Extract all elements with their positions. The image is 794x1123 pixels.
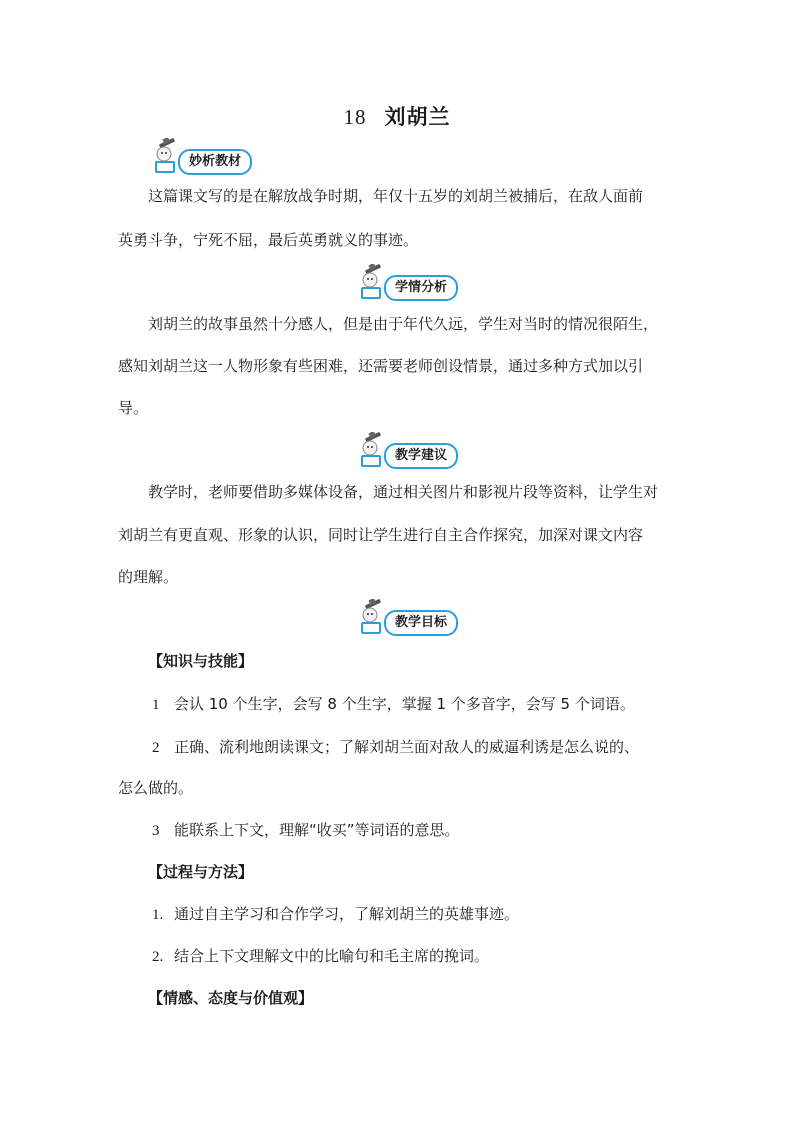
- goal-heading-attitude: 【情感、态度与价值观】: [148, 989, 314, 1007]
- item-number: 2: [152, 740, 160, 756]
- section-badge-suggestion: [356, 432, 476, 470]
- item-text: 会认 10 个生字，会写 8 个生字，掌握 1 个多音字，会写 5 个词语。: [174, 695, 635, 713]
- item-number: 1: [152, 697, 160, 713]
- goal-item-2: [118, 727, 678, 768]
- paragraph-1-line-2: 英勇斗争，宁死不屈，最后英勇就义的事迹。: [118, 231, 419, 249]
- item-number: 2.: [152, 949, 164, 965]
- item-number: 1.: [152, 907, 164, 923]
- lesson-number: 18: [343, 105, 367, 129]
- item-text: 正确、流利地朗读课文；了解刘胡兰面对敌人的威逼利诱是怎么说的、: [174, 738, 640, 756]
- section-badge-goals: [356, 599, 476, 637]
- section-badge-learning: [356, 264, 476, 302]
- item-number: 3: [152, 823, 160, 839]
- badge-label: 妙析教材: [178, 149, 252, 175]
- paragraph-3-line-1: 教学时，老师要借助多媒体设备，通过相关图片和影视片段等资料，让学生对: [148, 483, 659, 501]
- lesson-title: [0, 101, 794, 131]
- paragraph-2-line-2: 感知刘胡兰这一人物形象有些困难，还需要老师创设情景，通过多种方式加以引: [118, 357, 644, 375]
- paragraph-2-line-3: 导。: [118, 399, 149, 417]
- goal-heading-process: 【过程与方法】: [148, 863, 254, 881]
- lesson-name: 刘胡兰: [384, 105, 451, 129]
- paragraph-3-line-2: 刘胡兰有更直观、形象的认识，同时让学生进行自主合作探究，加深对课文内容: [118, 526, 644, 544]
- goal-heading-knowledge: 【知识与技能】: [148, 652, 254, 670]
- badge-label: 教学目标: [384, 610, 458, 636]
- badge-label: 学情分析: [384, 275, 458, 301]
- goal-item-2-continued: 怎么做的。: [118, 779, 194, 797]
- process-item-1: [118, 894, 678, 935]
- paragraph-3-line-3: 的理解。: [118, 568, 179, 586]
- item-text: 能联系上下文，理解“收买”等词语的意思。: [174, 821, 460, 839]
- goal-item-1: [118, 684, 678, 725]
- item-text: 结合上下文理解文中的比喻句和毛主席的挽词。: [174, 947, 490, 965]
- section-badge-analysis: [150, 138, 270, 176]
- process-item-2: [118, 936, 678, 977]
- paragraph-1-line-1: 这篇课文写的是在解放战争时期，年仅十五岁的刘胡兰被捕后，在敌人面前: [148, 187, 644, 205]
- item-text: 通过自主学习和合作学习，了解刘胡兰的英雄事迹。: [174, 905, 520, 923]
- paragraph-2-line-1: 刘胡兰的故事虽然十分感人，但是由于年代久远，学生对当时的情况很陌生，: [148, 315, 659, 333]
- goal-item-3: [118, 810, 678, 851]
- badge-label: 教学建议: [384, 443, 458, 469]
